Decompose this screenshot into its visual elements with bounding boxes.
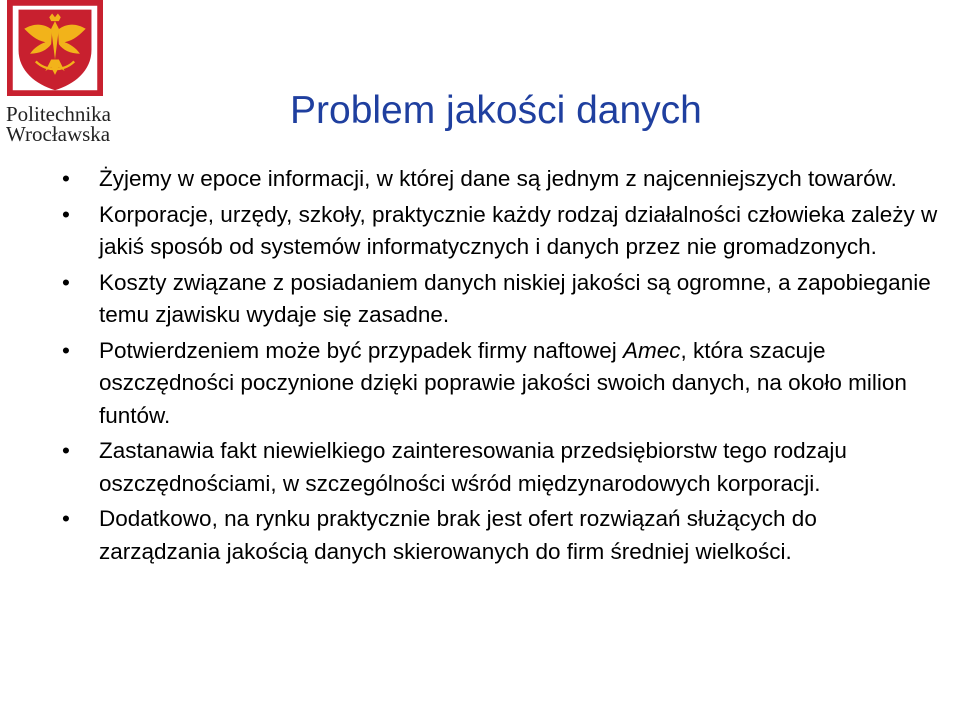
logo-text-line1: Politechnika bbox=[6, 102, 111, 126]
bullet-item bbox=[58, 163, 938, 196]
bullet-item bbox=[58, 503, 938, 568]
bullet-dot-icon: • bbox=[62, 438, 70, 463]
bullet-dot-icon: • bbox=[62, 506, 70, 531]
bullet-item bbox=[58, 199, 938, 264]
bullet-text-after: , która szacuje oszczędności poczynione dzięki poprawie jakości swoich danych, na około milion funtów. bbox=[99, 337, 907, 428]
bullet-item bbox=[58, 335, 938, 433]
bullet-text: Żyjemy w epoce informacji, w której dane są jednym z najcenniejszych towarów. bbox=[99, 166, 897, 191]
bullet-item bbox=[58, 435, 938, 500]
bullet-dot-icon: • bbox=[62, 269, 70, 295]
university-logo bbox=[0, 0, 130, 160]
company-name: Amec bbox=[622, 337, 681, 363]
logo-text-line2: Wrocławska bbox=[6, 122, 111, 146]
bullet-text: Koszty związane z posiadaniem danych niskiej jakości są ogromne, a zapobieganie temu zjawisku wydaje się zasadne. bbox=[99, 269, 931, 327]
bullet-text: Korporacje, urzędy, szkoły, praktycznie każdy rodzaj działalności człowieka zależy w jakiś sposób od systemów informatycznych i danych przez nie gromadzonych. bbox=[99, 201, 938, 259]
bullet-item bbox=[58, 267, 938, 332]
bullet-dot-icon: • bbox=[62, 337, 70, 363]
bullet-list bbox=[58, 163, 938, 571]
bullet-dot-icon: • bbox=[62, 201, 70, 227]
slide-title: Problem jakości danych bbox=[290, 89, 702, 132]
bullet-dot-icon: • bbox=[62, 166, 70, 191]
bullet-text: Zastanawia fakt niewielkiego zainteresowania przedsiębiorstw tego rodzaju oszczędnościami, w szczególności wśród międzynarodowych korporacji. bbox=[99, 438, 847, 496]
bullet-text: Dodatkowo, na rynku praktycznie brak jest ofert rozwiązań służących do zarządzania jakością danych skierowanych do firm średniej wielkości. bbox=[99, 506, 817, 564]
bullet-text-before: Potwierdzeniem może być przypadek firmy naftowej bbox=[99, 337, 623, 363]
eagle-shield-icon bbox=[7, 0, 103, 96]
